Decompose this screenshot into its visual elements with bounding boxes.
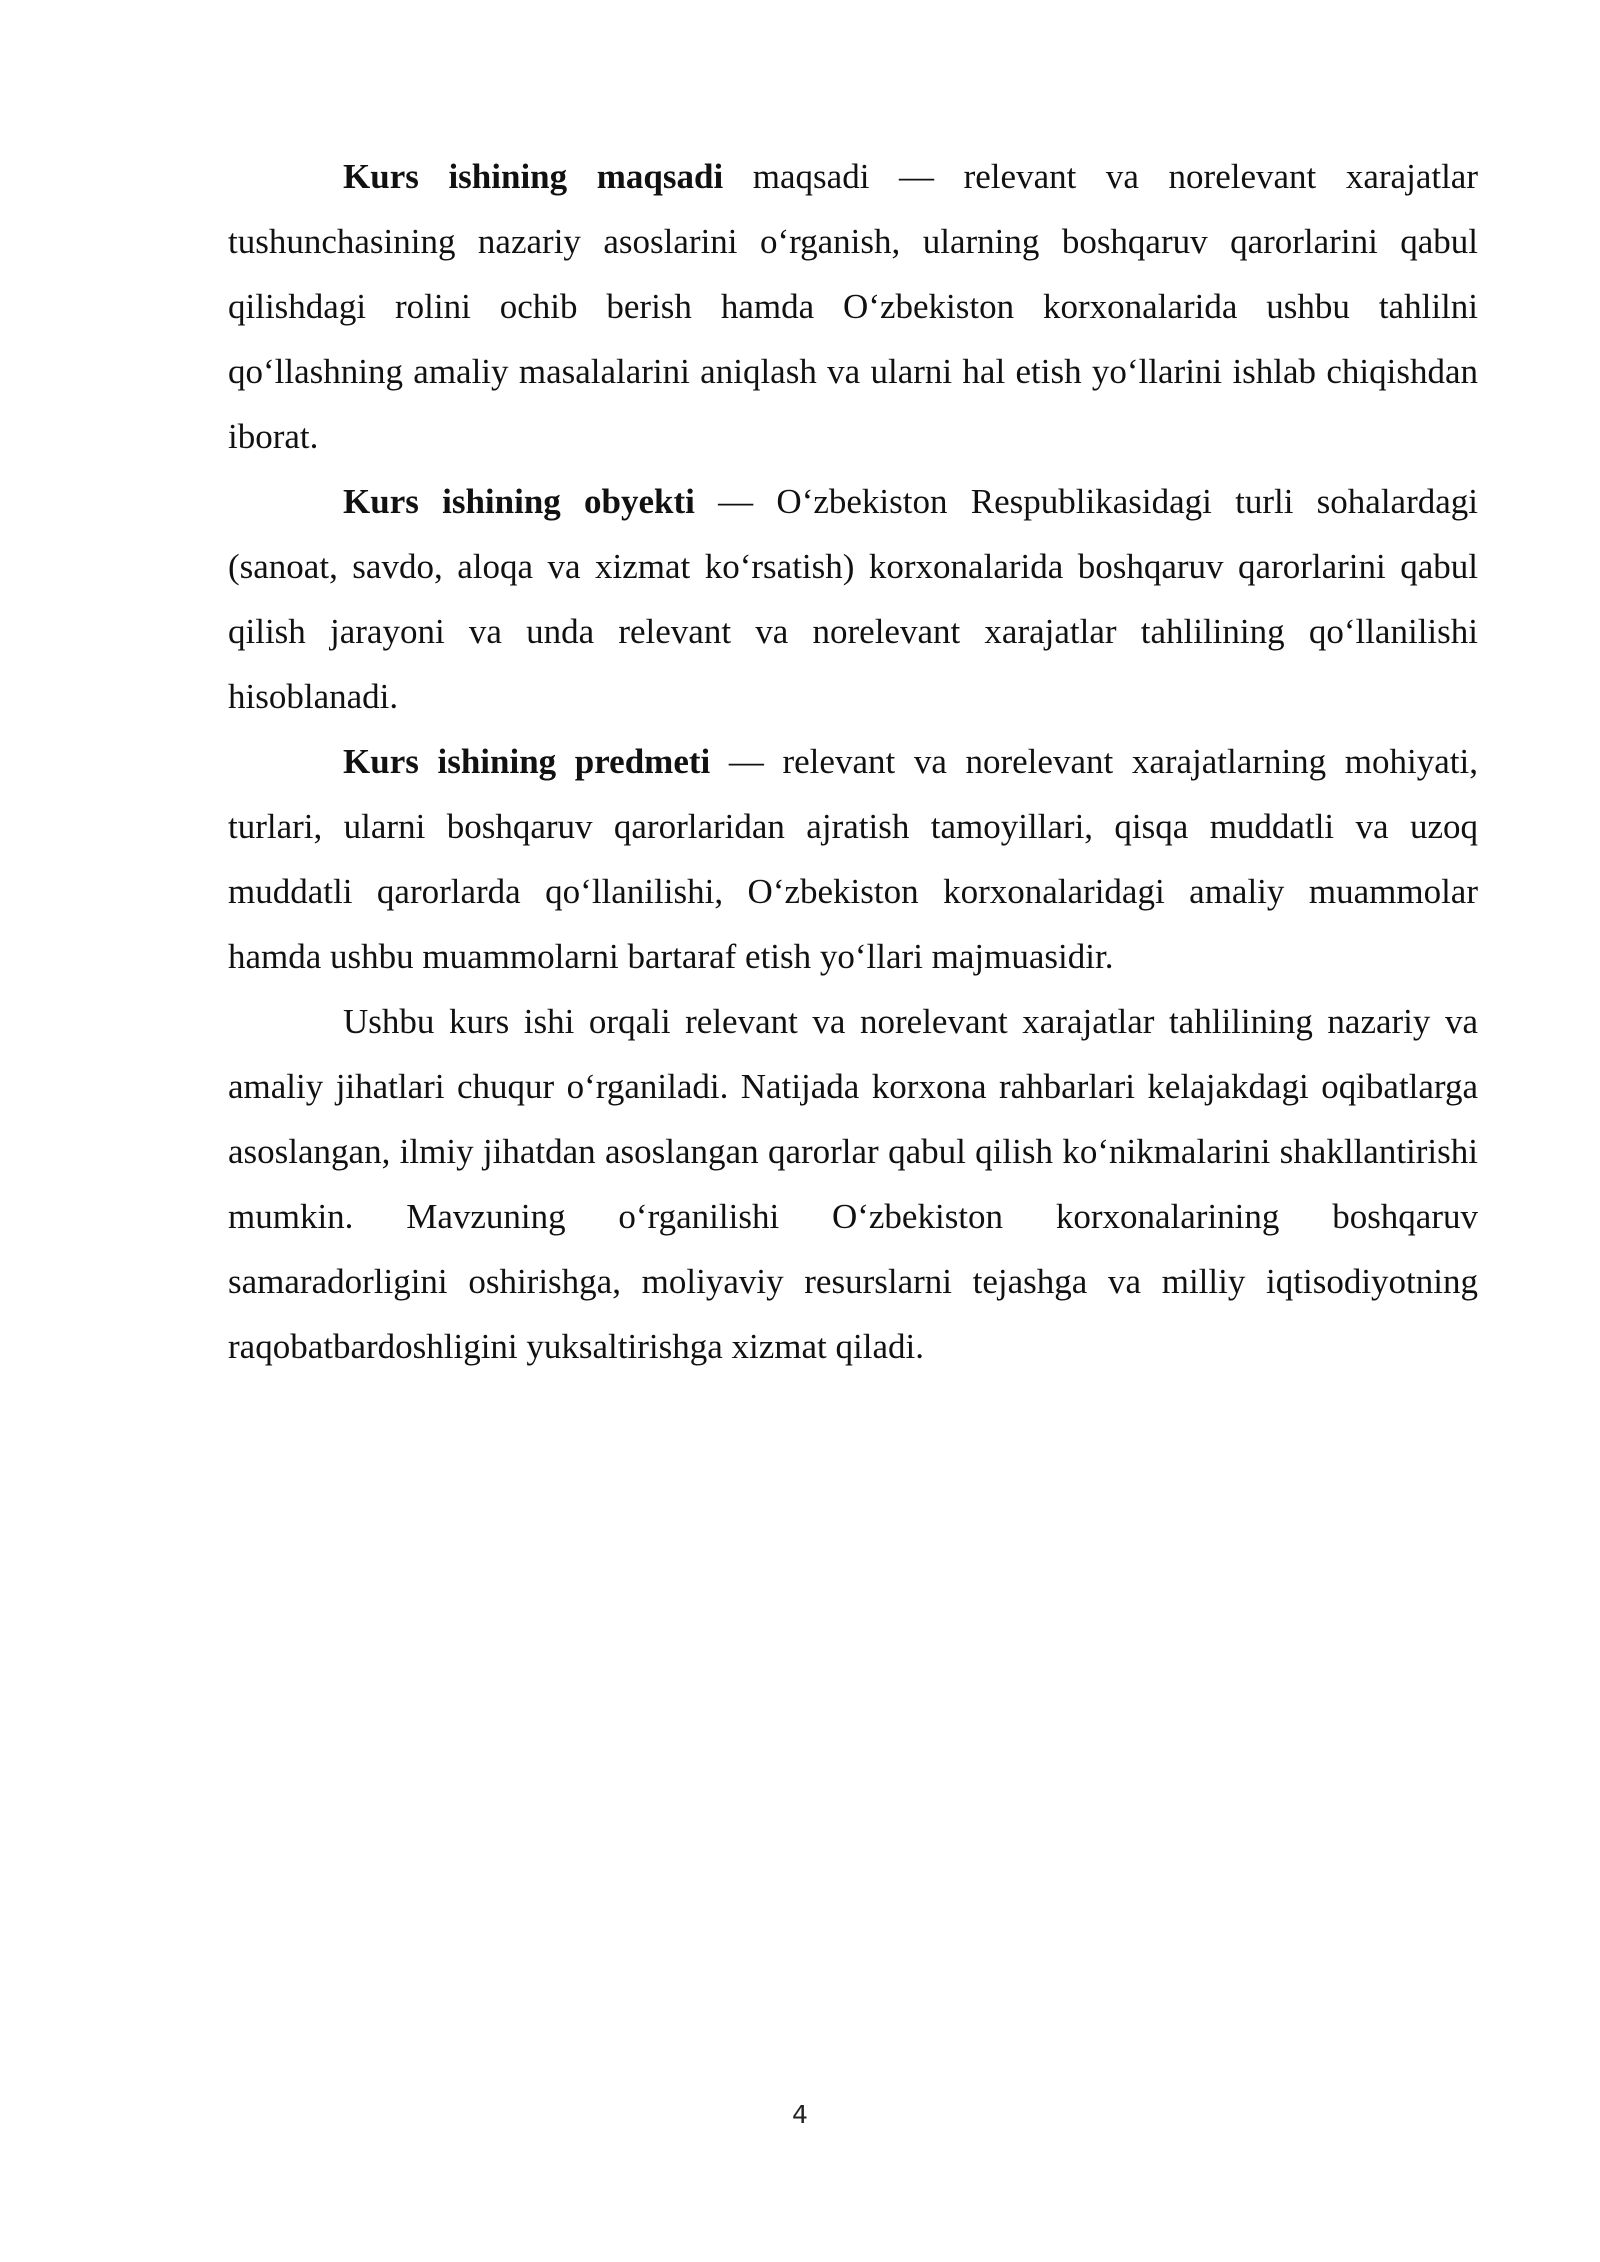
paragraph-subject	[228, 729, 1478, 989]
paragraph-text: — relevant va norelevant xarajatlarning mohiyati, turlari, ularni boshqaruv qarorlaridan ajratish tamoyillari, qisqa muddatli va uzoq muddatli qarorlarda qo‘llanilishi, O‘zbekiston korxonalaridagi amaliy muammolar hamda ushbu muammolarni bartaraf etish yo‘llari majmuasidir.	[228, 742, 1478, 976]
paragraph-object	[228, 469, 1478, 729]
paragraph-goal	[228, 144, 1478, 469]
paragraph-text: Ushbu kurs ishi orqali relevant va norelevant xarajatlar tahlilining nazariy va amaliy jihatlari chuqur o‘rganiladi. Natijada korxona rahbarlari kelajakdagi oqibatlarga asoslangan, ilmiy jihatdan asoslangan qarorlar qabul qilish ko‘nikmalarini shakllantirishi mumkin. Mavzuning o‘rganilishi O‘zbekiston korxonalarining boshqaruv samaradorligini oshirishga, moliyaviy resurslarni tejashga va milliy iqtisodiyotning raqobatbardoshligini yuksaltirishga xizmat qiladi.	[228, 1002, 1478, 1366]
body-text	[228, 144, 1478, 1379]
paragraph-text: — O‘zbekiston Respublikasidagi turli sohalardagi (sanoat, savdo, aloqa va xizmat ko‘rsatish) korxonalarida boshqaruv qarorlarini qabul qilish jarayoni va unda relevant va norelevant xarajatlar tahlilining qo‘llanilishi hisoblanadi.	[228, 482, 1479, 716]
paragraph-text: maqsadi — relevant va norelevant xarajatlar tushunchasining nazariy asoslarini o‘rganish, ularning boshqaruv qarorlarini qabul qilishdagi rolini ochib berish hamda O‘zbekiston korxonalarida ushbu tahlilni qo‘llashning amaliy masalalarini aniqlash va ularni hal etish yo‘llarini ishlab chiqishdan iborat.	[228, 157, 1478, 456]
paragraph-lead: Kurs ishining maqsadi	[343, 157, 724, 196]
paragraph-lead: Kurs ishining predmeti	[343, 742, 711, 781]
page-number: 4	[792, 2100, 808, 2129]
paragraph-conclusion	[228, 989, 1478, 1379]
paragraph-lead: Kurs ishining obyekti	[343, 482, 695, 521]
